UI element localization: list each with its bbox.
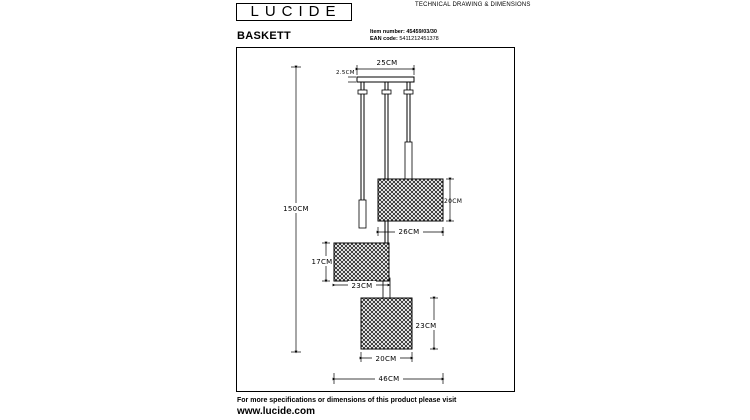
- dim-shade-bottom-height: 23CM: [415, 322, 437, 330]
- ean-value: 5411212451378: [399, 36, 439, 42]
- shade-bottom: [361, 298, 412, 349]
- dim-shade-bottom-width: 20CM: [375, 355, 397, 363]
- footer-url-link[interactable]: www.lucide.com: [237, 406, 315, 417]
- shade-middle: [334, 243, 389, 281]
- item-number-label: Item number:: [370, 29, 405, 35]
- dim-total-width: 46CM: [378, 375, 400, 383]
- dim-canopy-width: 25CM: [376, 59, 398, 67]
- dim-canopy-height: 2.5CM: [336, 70, 355, 76]
- ceiling-canopy: [357, 77, 414, 82]
- dim-shade-middle-height: 17CM: [311, 258, 333, 266]
- dim-shade-top-width: 26CM: [398, 228, 420, 236]
- dim-shade-middle-width: 23CM: [351, 282, 373, 290]
- shade-top: [378, 179, 443, 221]
- document-label: TECHNICAL DRAWING & DIMENSIONS: [415, 2, 531, 8]
- item-number-value: 45459/03/30: [406, 29, 437, 35]
- dim-shade-top-height: 20CM: [444, 198, 463, 205]
- product-name: BASKETT: [237, 30, 292, 42]
- footer-note: For more specifications or dimensions of this product please visit: [237, 397, 457, 404]
- ean-label: EAN code:: [370, 36, 398, 42]
- dim-total-height: 150CM: [283, 205, 309, 213]
- brand-logo: LUCIDE: [236, 3, 352, 21]
